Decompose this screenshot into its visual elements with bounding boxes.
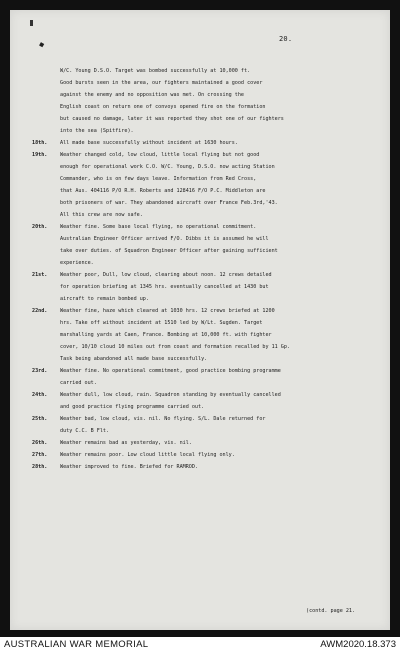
entry-line: Australian Engineer Officer arrived F/O. Dibbs it is assumed he will xyxy=(60,236,269,242)
diary-entry xyxy=(18,305,380,365)
entry-line: Weather fine. Some base local flying, no operational commitment. xyxy=(60,224,257,230)
entry-line: Weather improved to fine. Briefed for RAMROD. xyxy=(60,464,199,470)
entry-line: that Aus. 404116 P/O R.H. Roberts and 128416 F/O P.C. Middleton are xyxy=(60,188,266,194)
entry-text xyxy=(60,305,380,365)
entry-line: Weather dull, low cloud, rain. Squadron standing by eventually cancelled xyxy=(60,392,281,398)
entry-line: but caused no damage, later it was reported they shot one of our fighters xyxy=(60,116,284,122)
entry-line: All made base successfully without incident at 1630 hours. xyxy=(60,140,238,146)
entry-line: All this crew are now safe. xyxy=(60,212,143,218)
page-number: 20. xyxy=(279,35,293,43)
entry-text xyxy=(60,149,380,221)
entry-line: and good practice flying programme carried out. xyxy=(60,404,205,410)
entry-line: against the enemy and no opposition was met. On crossing the xyxy=(60,92,245,98)
diary-entries xyxy=(18,65,380,473)
entry-line: hrs. Take off without incident at 1510 led by W/Lt. Sugden. Target xyxy=(60,320,263,326)
punch-hole-icon: ◆ xyxy=(37,39,46,51)
entry-line: into the sea (Spitfire). xyxy=(60,128,134,134)
diary-entry xyxy=(18,65,380,137)
entry-text xyxy=(60,461,380,473)
entry-line: Task being abandoned all made base successfully. xyxy=(60,356,208,362)
entry-date: 25th. xyxy=(32,416,48,422)
entry-line: Commander, who is on few days leave. Information from Red Cross, xyxy=(60,176,257,182)
entry-date: 24th. xyxy=(32,392,48,398)
entry-text xyxy=(60,365,380,389)
entry-line: cover, 10/10 cloud 10 miles out from coast and formation recalled by 11 Gp. xyxy=(60,344,291,350)
entry-date xyxy=(18,65,60,137)
entry-line: Weather bad, low cloud, vis. nil. No flying. S/L. Dale returned for xyxy=(60,416,266,422)
entry-text xyxy=(60,221,380,269)
binding-mark xyxy=(30,20,33,26)
diary-entry xyxy=(18,365,380,389)
entry-line: Weather fine, haze which cleared at 1030 hrs. 12 crews briefed at 1200 xyxy=(60,308,275,314)
footer-bar xyxy=(0,637,400,653)
entry-line: Weather poor, Dull, low cloud, clearing about noon. 12 crews detailed xyxy=(60,272,272,278)
footer-institution: AUSTRALIAN WAR MEMORIAL xyxy=(4,639,149,650)
entry-date: 19th. xyxy=(32,152,48,158)
diary-entry xyxy=(18,389,380,413)
entry-line: Weather remains bad as yesterday, vis. nil. xyxy=(60,440,192,446)
entry-text xyxy=(60,65,380,137)
entry-line: take over duties. of Squadron Engineer Officer after gaining sufficient xyxy=(60,248,278,254)
entry-date: 27th. xyxy=(32,452,48,458)
entry-text xyxy=(60,437,380,449)
entry-date: 22nd. xyxy=(32,308,48,314)
diary-entry xyxy=(18,437,380,449)
diary-entry xyxy=(18,221,380,269)
entry-line: Good bursts seen in the area, our fighters maintained a good cover xyxy=(60,80,263,86)
continuation-note: (contd. page 21. xyxy=(306,608,356,614)
entry-date: 18th. xyxy=(32,140,48,146)
document-page xyxy=(10,10,390,630)
footer-accession-number: AWM2020.18.373 xyxy=(320,639,396,650)
diary-entry xyxy=(18,269,380,305)
entry-text xyxy=(60,137,380,149)
entry-line: experience. xyxy=(60,260,94,266)
entry-line: duty C.C. B Flt. xyxy=(60,428,110,434)
entry-text xyxy=(60,269,380,305)
diary-entry xyxy=(18,149,380,221)
diary-entry xyxy=(18,449,380,461)
entry-date: 26th. xyxy=(32,440,48,446)
entry-line: both prisoners of war. They abandoned aircraft over France Feb.3rd,'43. xyxy=(60,200,278,206)
entry-date: 28th. xyxy=(32,464,48,470)
entry-date: 20th. xyxy=(32,224,48,230)
entry-text xyxy=(60,389,380,413)
entry-text xyxy=(60,413,380,437)
diary-entry xyxy=(18,413,380,437)
entry-text xyxy=(60,449,380,461)
entry-line: enough for operational work C.O. W/C. Young, D.S.O. now acting Station xyxy=(60,164,275,170)
entry-line: for operation briefing at 1345 hrs. eventually cancelled at 1430 but xyxy=(60,284,269,290)
entry-line: Weather fine. No operational commitment, good practice bombing programme xyxy=(60,368,281,374)
entry-line: Weather remains poor. Low cloud little local flying only. xyxy=(60,452,235,458)
entry-line: W/C. Young D.S.O. Target was bombed successfully at 10,000 ft. xyxy=(60,68,251,74)
entry-line: English coast on return one of convoys opened fire on the formation xyxy=(60,104,266,110)
entry-line: carried out. xyxy=(60,380,97,386)
diary-entry xyxy=(18,137,380,149)
entry-date: 21st. xyxy=(32,272,48,278)
diary-entry xyxy=(18,461,380,473)
entry-date: 23rd. xyxy=(32,368,48,374)
entry-line: marshalling yards at Caen, France. Bombing at 10,000 ft. with fighter xyxy=(60,332,272,338)
entry-line: aircraft to remain bombed up. xyxy=(60,296,149,302)
entry-line: Weather changed cold, low cloud, little local flying but not good xyxy=(60,152,260,158)
